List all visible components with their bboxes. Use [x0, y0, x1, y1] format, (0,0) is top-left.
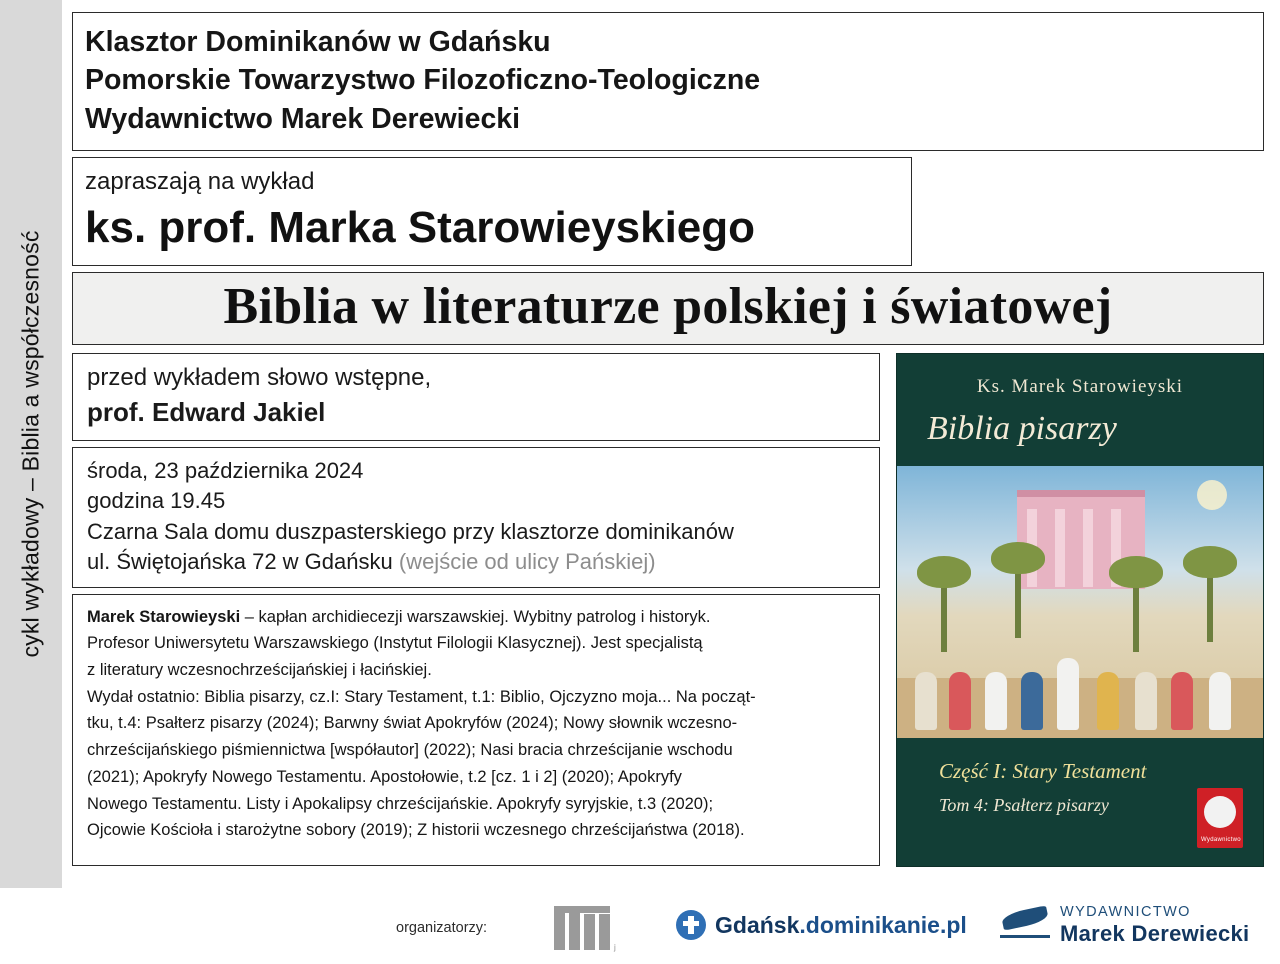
bio-line-0: – kapłan archidiecezji warszawskiej. Wybitny patrolog i historyk.	[240, 607, 711, 626]
palm-icon	[941, 576, 947, 652]
bio-line	[87, 604, 867, 631]
palm-icon	[1133, 576, 1139, 652]
poster-content	[72, 12, 1264, 866]
organizer-line-2: Pomorskie Towarzystwo Filozoficzno-Teologiczne	[85, 64, 761, 97]
invitation-box	[72, 157, 912, 265]
preface-speaker: prof. Edward Jakiel	[87, 396, 326, 427]
footer	[0, 892, 1280, 964]
figure-shape	[985, 672, 1007, 730]
bio-line: tku, t.4: Psałterz pisarzy (2024); Barwny świat Apokryfów (2024); Nowy słownik wczesno-	[87, 714, 738, 733]
cover-author: Ks. Marek Starowieyski	[976, 375, 1184, 397]
palm-icon	[1015, 562, 1021, 638]
bio-line: Profesor Uniwersytetu Warszawskiego (Instytut Filologii Klasycznej). Jest specjalistą	[87, 634, 703, 653]
palm-icon	[1207, 566, 1213, 642]
bio-line: chrześcijańskiego piśmiennictwa [współautor] (2022); Nasi bracia chrześcijanie wschodu	[87, 741, 733, 760]
event-time: godzina 19.45	[87, 488, 226, 514]
dominikanie-url	[715, 912, 967, 939]
cover-artwork	[897, 466, 1263, 738]
figure-shape	[1171, 672, 1193, 730]
cross-icon	[676, 910, 706, 940]
cover-volume: Tom 4: Psałterz pisarzy	[939, 794, 1109, 815]
preface-line-1: przed wykładem słowo wstępne,	[87, 363, 432, 391]
bio-line: Nowego Testamentu. Listy i Apokalipsy chrześcijańskie. Apokryfy syryjskie, t.3 (2020);	[87, 794, 714, 813]
publisher-line-1: WYDAWNICTWO	[1060, 904, 1191, 921]
lower-section	[72, 353, 1264, 866]
event-address: ul. Świętojańska 72 w Gdańsku	[87, 549, 393, 575]
book-cover-image	[896, 353, 1264, 867]
figure-shape	[1021, 672, 1043, 730]
ptft-logo-icon	[552, 898, 626, 954]
cover-title: Biblia pisarzy	[927, 409, 1117, 447]
cover-publisher-mark: Wydawnictwo	[1201, 836, 1241, 843]
lecturer-name: ks. prof. Marka Starowieyskiego	[85, 202, 756, 252]
cover-part: Część I: Stary Testament	[939, 758, 1147, 783]
organizers-label: organizatorzy:	[396, 920, 488, 936]
event-details-box	[72, 447, 880, 587]
quill-icon	[1000, 904, 1052, 946]
figure-shape	[1057, 658, 1079, 730]
biography-box	[72, 594, 880, 866]
dominikanie-url-prefix: Gdańsk	[715, 911, 800, 938]
invitation-intro: zapraszają na wykład	[85, 168, 315, 196]
right-column	[896, 353, 1264, 867]
left-column	[72, 353, 880, 866]
figure-shape	[1209, 672, 1231, 730]
figure-shape	[1097, 672, 1119, 730]
ptft-caption: j	[614, 943, 616, 952]
organizer-line-3: Wydawnictwo Marek Derewiecki	[85, 102, 521, 135]
preface-box	[72, 353, 880, 441]
dominikanie-url-suffix: .dominikanie.pl	[799, 911, 967, 938]
organizer-line-1: Klasztor Dominikanów w Gdańsku	[85, 26, 551, 58]
publisher-logo-icon	[1197, 788, 1243, 848]
lecture-title-band	[72, 272, 1264, 345]
dominikanie-logo[interactable]	[676, 910, 967, 940]
sun-icon	[1197, 480, 1227, 510]
side-strip-label: cykl wykładowy – Biblia a współczesność	[17, 230, 44, 658]
event-address-note: (wejście od ulicy Pańskiej)	[398, 549, 656, 575]
bio-line: Wydał ostatnio: Biblia pisarzy, cz.I: Stary Testament, t.1: Biblio, Ojczyzno moja... Na począt-	[87, 687, 756, 706]
side-strip	[0, 0, 62, 888]
bio-line: (2021); Apokryfy Nowego Testamentu. Apostołowie, t.2 [cz. 1 i 2] (2020); Apokryfy	[87, 767, 682, 786]
bio-line: Ojcowie Kościoła i starożytne sobory (2019); Z historii wczesnego chrześcijaństwa (2018).	[87, 821, 745, 840]
publisher-text	[1060, 904, 1249, 946]
figure-shape	[1135, 672, 1157, 730]
figure-shape	[949, 672, 971, 730]
event-address-row	[87, 547, 867, 577]
figure-shape	[915, 672, 937, 730]
publisher-logo	[1000, 904, 1249, 946]
bio-person-name: Marek Starowieyski	[87, 607, 241, 626]
event-venue: Czarna Sala domu duszpasterskiego przy klasztorze dominikanów	[87, 518, 734, 544]
organizers-box	[72, 12, 1264, 151]
event-date: środa, 23 października 2024	[87, 458, 364, 484]
publisher-line-2: Marek Derewiecki	[1060, 920, 1250, 946]
bio-line: z literatury wczesnochrześcijańskiej i łacińskiej.	[87, 660, 432, 679]
lecture-title: Biblia w literaturze polskiej i światowej	[223, 277, 1113, 335]
